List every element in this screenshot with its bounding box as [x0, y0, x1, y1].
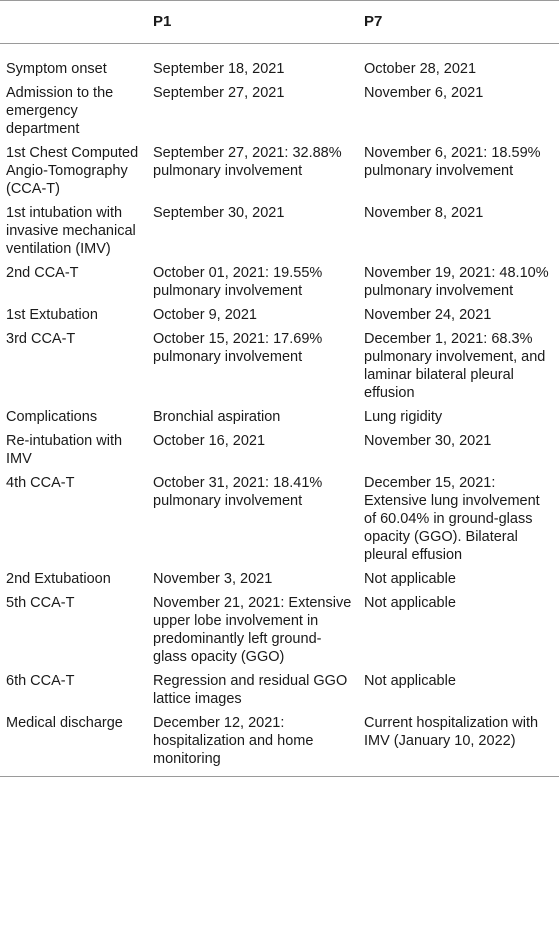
table-row — [0, 591, 559, 669]
row-label: Admission to the emergency department — [6, 85, 114, 137]
p7-cell: Not applicable — [364, 673, 456, 689]
row-label: Medical discharge — [0, 711, 147, 777]
table-row — [0, 429, 559, 471]
p7-cell: December 15, 2021: Extensive lung involvement of 60.04% in ground-glass opacity (GGO). Bilateral pleural effusion — [364, 475, 540, 563]
p1-cell: September 30, 2021 — [153, 205, 285, 221]
table-row — [0, 327, 559, 405]
p7-cell: November 6, 2021 — [364, 85, 484, 101]
row-label: Re-intubation with IMV — [6, 433, 123, 467]
table-row — [0, 711, 559, 777]
table-row — [0, 303, 559, 327]
p7-cell: October 28, 2021 — [364, 61, 477, 77]
p1-cell: September 18, 2021 — [153, 61, 285, 77]
table-row — [0, 201, 559, 261]
row-label: 1st Chest Computed Angio-Tomography (CCA-T) — [6, 145, 139, 197]
table-header — [0, 1, 559, 44]
header-patient-p1: P1 — [147, 1, 358, 44]
table-row — [0, 261, 559, 303]
p1-cell: October 31, 2021: 18.41% pulmonary involvement — [153, 475, 323, 509]
table-row — [0, 567, 559, 591]
row-label: 4th CCA-T — [6, 475, 75, 491]
row-label: 2nd CCA-T — [6, 265, 79, 281]
p1-cell: December 12, 2021: hospitalization and home monitoring — [147, 711, 358, 777]
p7-cell: Current hospitalization with IMV (January 10, 2022) — [358, 711, 559, 777]
header-row — [0, 1, 559, 44]
p7-cell: Lung rigidity — [364, 409, 443, 425]
p7-cell: December 1, 2021: 68.3% pulmonary involvement, and laminar bilateral pleural effusion — [364, 331, 546, 401]
table-row — [0, 471, 559, 567]
table-row — [0, 141, 559, 201]
header-patient-p7: P7 — [358, 1, 559, 44]
p7-cell: November 8, 2021 — [364, 205, 484, 221]
table-body — [0, 44, 559, 777]
row-label: 6th CCA-T — [6, 673, 75, 689]
p1-cell: October 9, 2021 — [153, 307, 257, 323]
p7-cell: November 6, 2021: 18.59% pulmonary involvement — [364, 145, 541, 179]
p7-cell: November 19, 2021: 48.10% pulmonary involvement — [364, 265, 549, 299]
row-label: Complications — [6, 409, 98, 425]
p7-cell: November 24, 2021 — [364, 307, 492, 323]
p1-cell: November 21, 2021: Extensive upper lobe involvement in predominantly left ground-glass opacity (GGO) — [153, 595, 352, 665]
p7-cell: November 30, 2021 — [364, 433, 492, 449]
row-label: 5th CCA-T — [6, 595, 75, 611]
row-label: 1st Extubation — [6, 307, 98, 323]
table-row — [0, 44, 559, 82]
p1-cell: November 3, 2021 — [153, 571, 273, 587]
table-row — [0, 405, 559, 429]
p1-cell: September 27, 2021 — [153, 85, 285, 101]
row-label: 3rd CCA-T — [6, 331, 76, 347]
p1-cell: October 01, 2021: 19.55% pulmonary involvement — [153, 265, 323, 299]
p1-cell: September 27, 2021: 32.88% pulmonary involvement — [153, 145, 342, 179]
p7-cell: Not applicable — [364, 595, 456, 611]
p1-cell: October 16, 2021 — [153, 433, 266, 449]
row-label: 2nd Extubatioon — [6, 571, 111, 587]
p1-cell: Bronchial aspiration — [153, 409, 281, 425]
row-label: 1st intubation with invasive mechanical ventilation (IMV) — [6, 205, 136, 257]
table-row — [0, 81, 559, 141]
p7-cell: Not applicable — [364, 571, 456, 587]
header-event-column — [0, 1, 147, 44]
row-label: Symptom onset — [6, 61, 107, 77]
p1-cell: October 15, 2021: 17.69% pulmonary involvement — [153, 331, 323, 365]
table-row — [0, 669, 559, 711]
p1-cell: Regression and residual GGO lattice images — [153, 673, 348, 707]
